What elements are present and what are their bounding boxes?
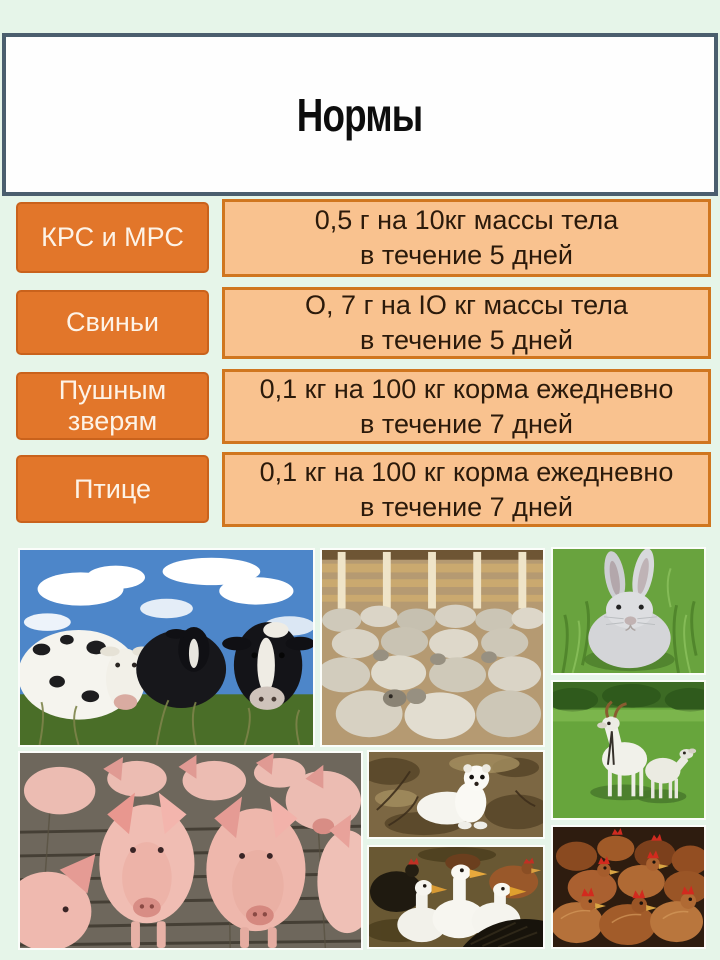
photo-ducks [367, 845, 545, 949]
ducks-photo-art [369, 847, 543, 947]
duration-line: в течение 7 дней [360, 491, 573, 522]
goats-photo-art [553, 682, 704, 818]
photo-rabbit [551, 547, 706, 675]
dose-line: 0,5 г на 10кг массы тела [314, 205, 619, 235]
photo-goats [551, 680, 706, 820]
rabbit-photo-art [553, 549, 704, 673]
dosage-value-poultry [222, 452, 711, 527]
slide-title: Нормы [297, 88, 423, 141]
dosage-label-pigs: Свиньи [16, 290, 209, 355]
dosage-label-cattle: КРС и МРС [16, 202, 209, 273]
photo-chickens [551, 825, 706, 949]
cows-photo-art [20, 550, 313, 745]
dosage-value-cattle [222, 199, 711, 277]
dose-line: 0,1 кг на 100 кг корма ежедневно [259, 373, 674, 404]
photo-cows [18, 548, 315, 747]
photo-pigs [18, 751, 363, 950]
dosage-label-poultry: Птице [16, 455, 209, 523]
photo-weasel [367, 750, 545, 839]
dosage-row [16, 369, 711, 444]
weasel-photo-art [369, 752, 543, 837]
duration-line: в течение 5 дней [360, 240, 573, 270]
dose-line: 0,1 кг на 100 кг корма ежедневно [259, 456, 674, 487]
chickens-photo-art [553, 827, 704, 947]
title-box [2, 33, 718, 196]
pigs-photo-art [20, 753, 361, 948]
duration-line: в течение 7 дней [360, 408, 573, 439]
photo-sheep [320, 548, 545, 747]
dosage-row [16, 199, 711, 277]
dosage-value-fur-animals [222, 369, 711, 444]
dosage-value-pigs [222, 287, 711, 359]
duration-line: в течение 5 дней [360, 325, 573, 355]
dosage-row [16, 452, 711, 527]
dosage-label-fur-animals: Пушным зверям [16, 372, 209, 440]
dose-line: О, 7 г на IО кг массы тела [305, 290, 628, 320]
dosage-row [16, 287, 711, 359]
sheep-photo-art [322, 550, 543, 745]
